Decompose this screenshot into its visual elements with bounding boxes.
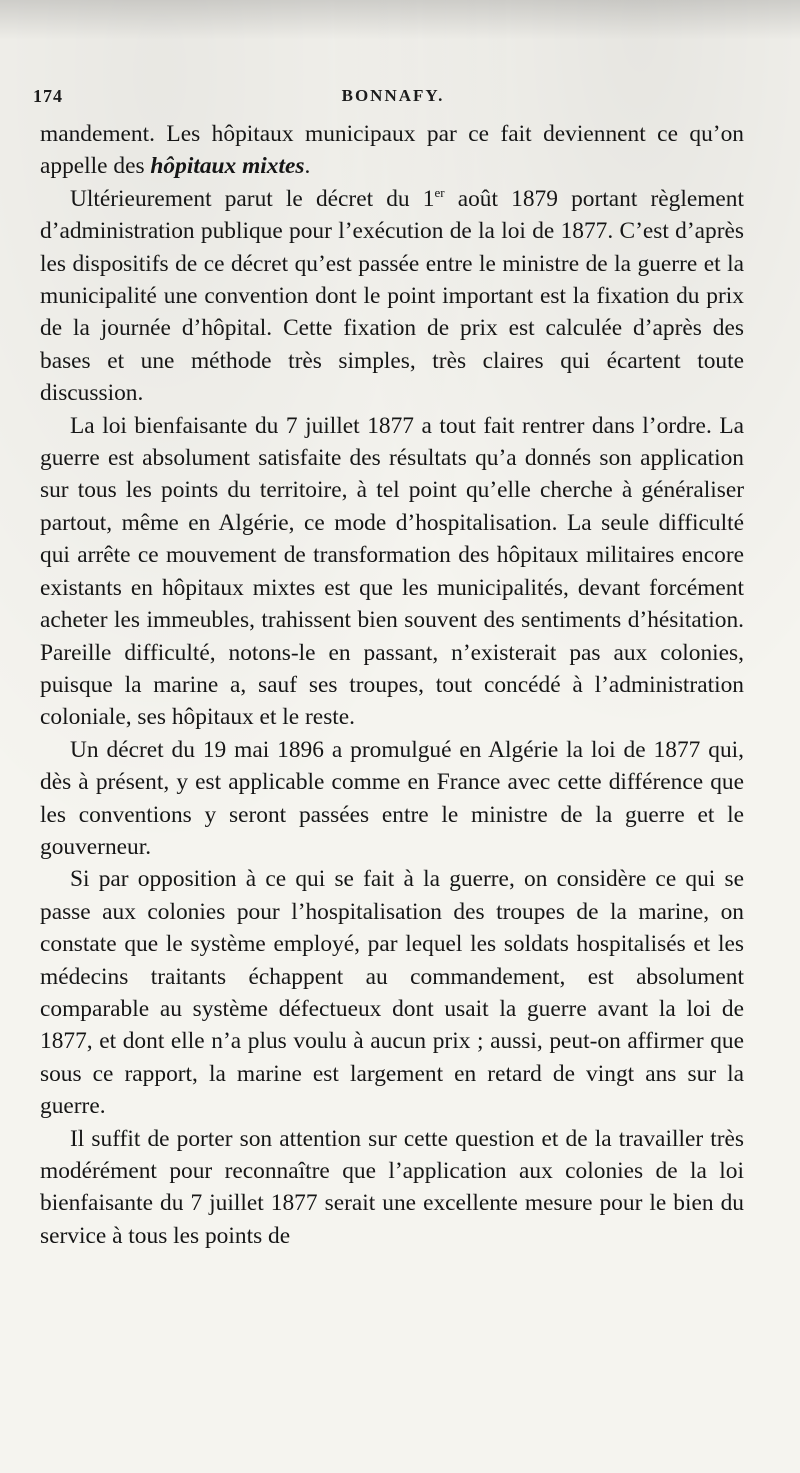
italic-term: hôpitaux mixtes	[150, 153, 305, 180]
paragraph-text: août 1879 portant règlement d’administration publique pour l’exécution de la loi de 1877. C’est d’après les dispositifs de ce décret qu’est passée entre le ministre de la guerre et la municipalité une convention dont le point important est la fixation du prix de la journée d’hôpital. Cette fixation de prix est calculée d’après des bases et une méthode très simples, très claires qui écartent toute discussion.	[40, 185, 744, 407]
running-head: BONNAFY.	[341, 86, 445, 105]
paragraph-6: Il suffit de porter son attention sur cette question et de la travailler très modérément pour reconnaître que l’application aux colonies de la loi bienfaisante du 7 juillet 1877 serait une excellente mesure pour le bien du service à tous les points de	[40, 1125, 744, 1249]
superscript: er	[434, 184, 445, 200]
body-text	[40, 118, 744, 1252]
paragraph-1	[40, 118, 744, 183]
paragraph-2	[40, 183, 744, 410]
paragraph-text: mandement. Les hôpitaux municipaux par ce fait deviennent ce qu’on appelle des	[40, 121, 744, 180]
paragraph-text: Ultérieurement parut le décret du 1	[70, 185, 435, 212]
paragraph-4: Un décret du 19 mai 1896 a promulgué en Algérie la loi de 1877 qui, dès à présent, y est applicable comme en France avec cette différence que les conventions y seront passées entre le ministre de la guerre et le gouverneur.	[40, 736, 744, 860]
page-header	[33, 86, 753, 116]
paragraph-5: Si par opposition à ce qui se fait à la guerre, on considère ce qui se passe aux colonies pour l’hospitalisation des troupes de la marine, on constate que le système employé, par lequel les soldats hospitalisés et les médecins traitants échappent au commandement, est absolument comparable au système défectueux dont usait la guerre avant la loi de 1877, et dont elle n’a plus voulu à aucun prix ; aussi, peut-on affirmer que sous ce rapport, la marine est largement en retard de vingt ans sur la guerre.	[40, 866, 744, 1120]
page-number: 174	[33, 86, 63, 106]
page-shadow	[0, 0, 800, 40]
paragraph-text: .	[304, 153, 311, 180]
paragraph-3: La loi bienfaisante du 7 juillet 1877 a tout fait rentrer dans l’ordre. La guerre est absolument satisfaite des résultats qu’a donnés son application sur tous les points du territoire, à tel point qu’elle cherche à généraliser partout, même en Algérie, ce mode d’hospitalisation. La seule difficulté qui arrête ce mouvement de transformation des hôpitaux militaires encore existants en hôpitaux mixtes est que les municipalités, devant forcément acheter les immeubles, trahissent bien souvent des sentiments d’hésitation. Pareille difficulté, notons-le en passant, n’existerait pas aux colonies, puisque la marine a, sauf ses troupes, tout concédé à l’administration coloniale, ses hôpitaux et le reste.	[40, 412, 744, 731]
